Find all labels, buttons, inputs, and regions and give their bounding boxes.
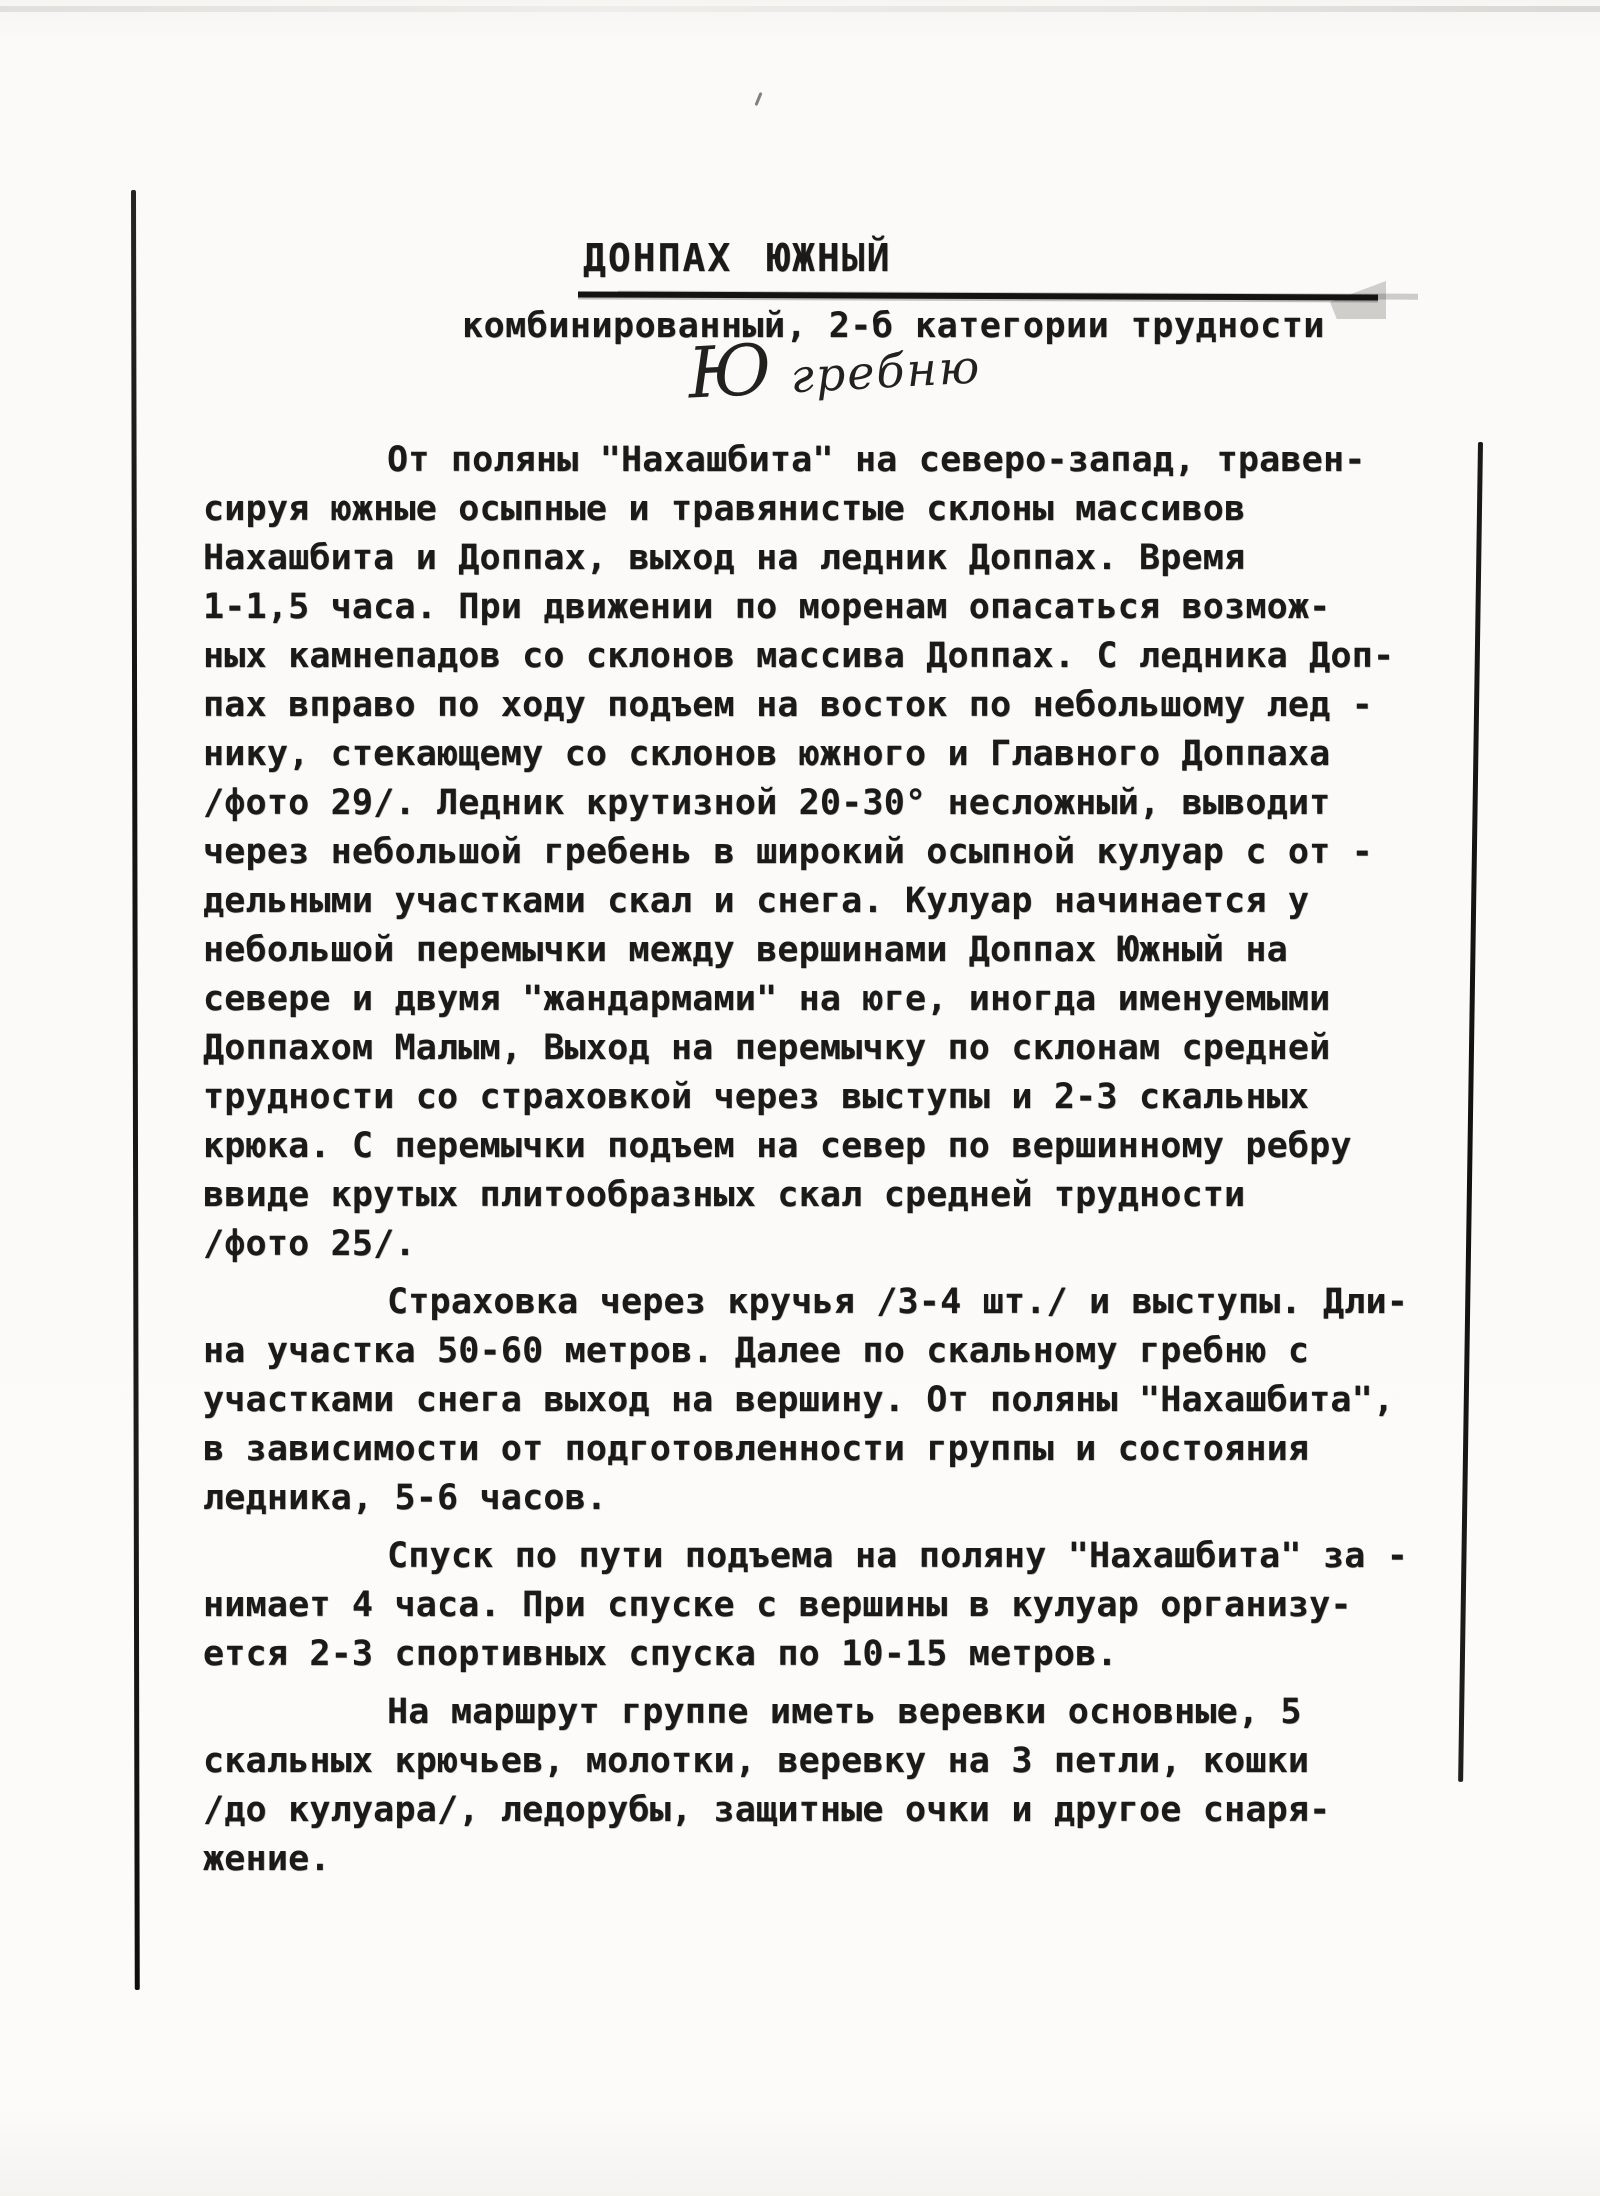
body-line: севере и двумя "жандармами" на юге, иногда именуемыми [203,979,1331,1019]
body-line: /фото 29/. Ледник крутизной 20-30° несложный, выводит [203,783,1331,823]
body-line: скальных крючьев, молотки, веревку на 3 петли, кошки [203,1741,1310,1781]
body-line: в зависимости от подготовленности группы и состояния [203,1429,1310,1469]
body-line: Доппахом Малым, Выход на перемычку по склонам средней [203,1028,1331,1068]
body-line: участками снега выход на вершину. От поляны "Нахашбита", [203,1380,1395,1420]
scanner-edge-streak [0,6,1600,12]
body-line: От поляны "Нахашбита" на северо-запад, травен- [387,440,1366,480]
body-line: на участка 50-60 метров. Далее по скальному гребню с [203,1331,1310,1371]
body-line: ных камнепадов со склонов массива Доппах. С ледника Доп- [203,636,1395,676]
body-line: Спуск по пути подъема на поляну "Нахашбита" за - [387,1536,1409,1576]
document-body [203,436,1503,1884]
body-line: пах вправо по ходу подъем на восток по небольшому лед - [203,685,1373,725]
left-margin-rule [131,190,140,1990]
paragraph-approach [203,436,1503,1269]
title-underline [578,291,1378,300]
body-line: Нахашбита и Доппах, выход на ледник Доппах. Время [203,538,1246,578]
body-line: нимает 4 часа. При спуске с вершины в кулуар организу- [203,1585,1352,1625]
scan-speck [754,92,762,106]
body-line: ледника, 5-6 часов. [203,1478,608,1518]
body-line: крюка. С перемычки подъем на север по вершинному ребру [203,1126,1352,1166]
body-line: нику, стекающему со склонов южного и Главного Доппаха [203,734,1331,774]
body-line: /до кулуара/, ледорубы, защитные очки и другое снаря- [203,1790,1331,1830]
body-line: 1-1,5 часа. При движении по моренам опасаться возмож- [203,587,1331,627]
body-line: Страховка через кручья /3-4 шт./ и выступы. Дли- [387,1282,1409,1322]
body-line: через небольшой гребень в широкий осыпной кулуар с от - [203,832,1373,872]
paragraph-descent [203,1532,1503,1679]
body-line: /фото 25/. [203,1224,416,1264]
body-line: жение. [203,1839,331,1879]
paragraph-equipment [203,1688,1503,1884]
handwritten-annotation: Ю гребню [685,328,983,415]
body-line: сируя южные осыпные и травянистые склоны массивов [203,489,1246,529]
document-title: ДОНПАХ ЮЖНЫЙ [583,236,892,280]
document-subtitle: комбинированный, 2-б категории трудности [462,306,1325,346]
body-line: На маршрут группе иметь веревки основные, 5 [387,1692,1302,1732]
body-line: ввиде крутых плитообразных скал средней трудности [203,1175,1246,1215]
body-line: трудности со страховкой через выступы и 2-3 скальных [203,1077,1310,1117]
body-line: дельными участками скал и снега. Кулуар начинается у [203,881,1310,921]
body-line: ется 2-3 спортивных спуска по 10-15 метров. [203,1634,1118,1674]
paragraph-belay [203,1278,1503,1523]
body-line: небольшой перемычки между вершинами Доппах Южный на [203,930,1288,970]
